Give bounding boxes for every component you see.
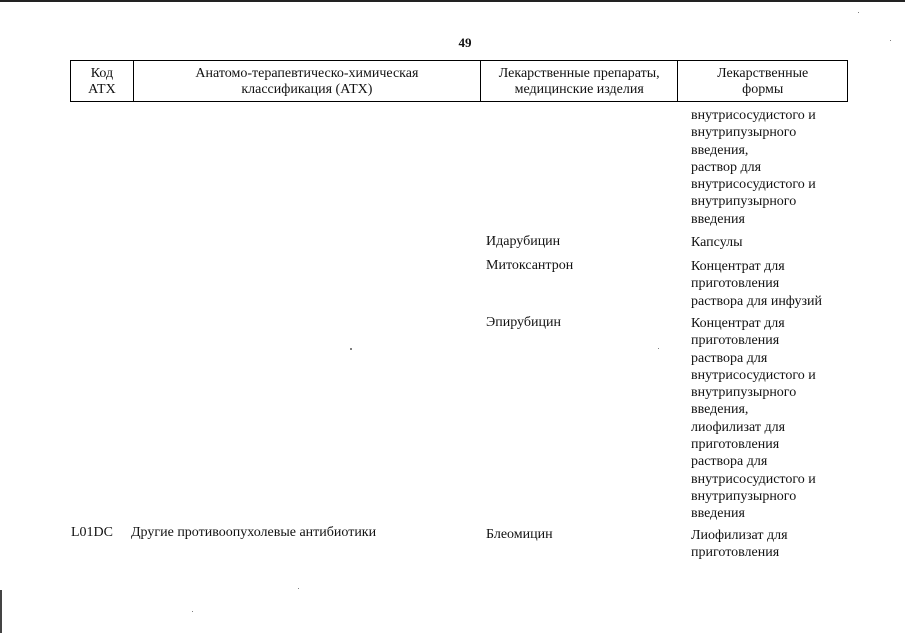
table-header bbox=[70, 60, 848, 102]
header-code bbox=[71, 61, 134, 101]
drug-cell-idarubicin: Идарубицин bbox=[486, 234, 561, 249]
form-cell-bleomycin: Лиофилизат для приготовления bbox=[691, 528, 788, 561]
header-classification bbox=[134, 61, 481, 101]
code-cell-l01dc: L01DC bbox=[71, 525, 113, 540]
header-drugs-text: Лекарственные препараты, медицинские изделия bbox=[498, 66, 660, 97]
header-drugs bbox=[481, 61, 678, 101]
drug-cell-epirubicin: Эпирубицин bbox=[486, 315, 561, 330]
form-cell-mitoxantrone: Концентрат для приготовления раствора для инфузий bbox=[691, 259, 823, 309]
scan-border-top bbox=[0, 0, 905, 2]
header-classification-text: Анатомо-терапевтическо-химическая классификация (АТХ) bbox=[195, 66, 419, 97]
form-cell-idarubicin: Капсулы bbox=[691, 235, 743, 250]
scan-speck bbox=[858, 12, 859, 13]
form-cell-epirubicin: Концентрат для приготовления раствора для внутрисосудистого и внутрипузырного введения, лиофилизат для приготовления раствора для внутрисосудистого и внутрипузырного введения bbox=[691, 316, 816, 522]
scan-border-left bbox=[0, 590, 2, 633]
scan-speck bbox=[192, 611, 193, 612]
continued-form-cell: внутрисосудистого и внутрипузырного введения, раствор для внутрисосудистого и внутрипузырного введения bbox=[691, 108, 816, 227]
drug-cell-mitoxantrone: Митоксантрон bbox=[486, 258, 574, 273]
drug-cell-bleomycin: Блеомицин bbox=[486, 527, 553, 542]
scan-speck bbox=[350, 348, 352, 350]
scan-speck bbox=[658, 348, 659, 349]
header-forms bbox=[678, 61, 847, 101]
scan-speck bbox=[890, 40, 891, 41]
classification-cell-l01dc: Другие противоопухолевые антибиотики bbox=[131, 525, 377, 540]
header-code-text: Код АТХ bbox=[88, 66, 116, 97]
page-number: 49 bbox=[458, 35, 472, 50]
scan-speck bbox=[298, 588, 299, 589]
header-forms-text: Лекарственные формы bbox=[717, 66, 809, 97]
